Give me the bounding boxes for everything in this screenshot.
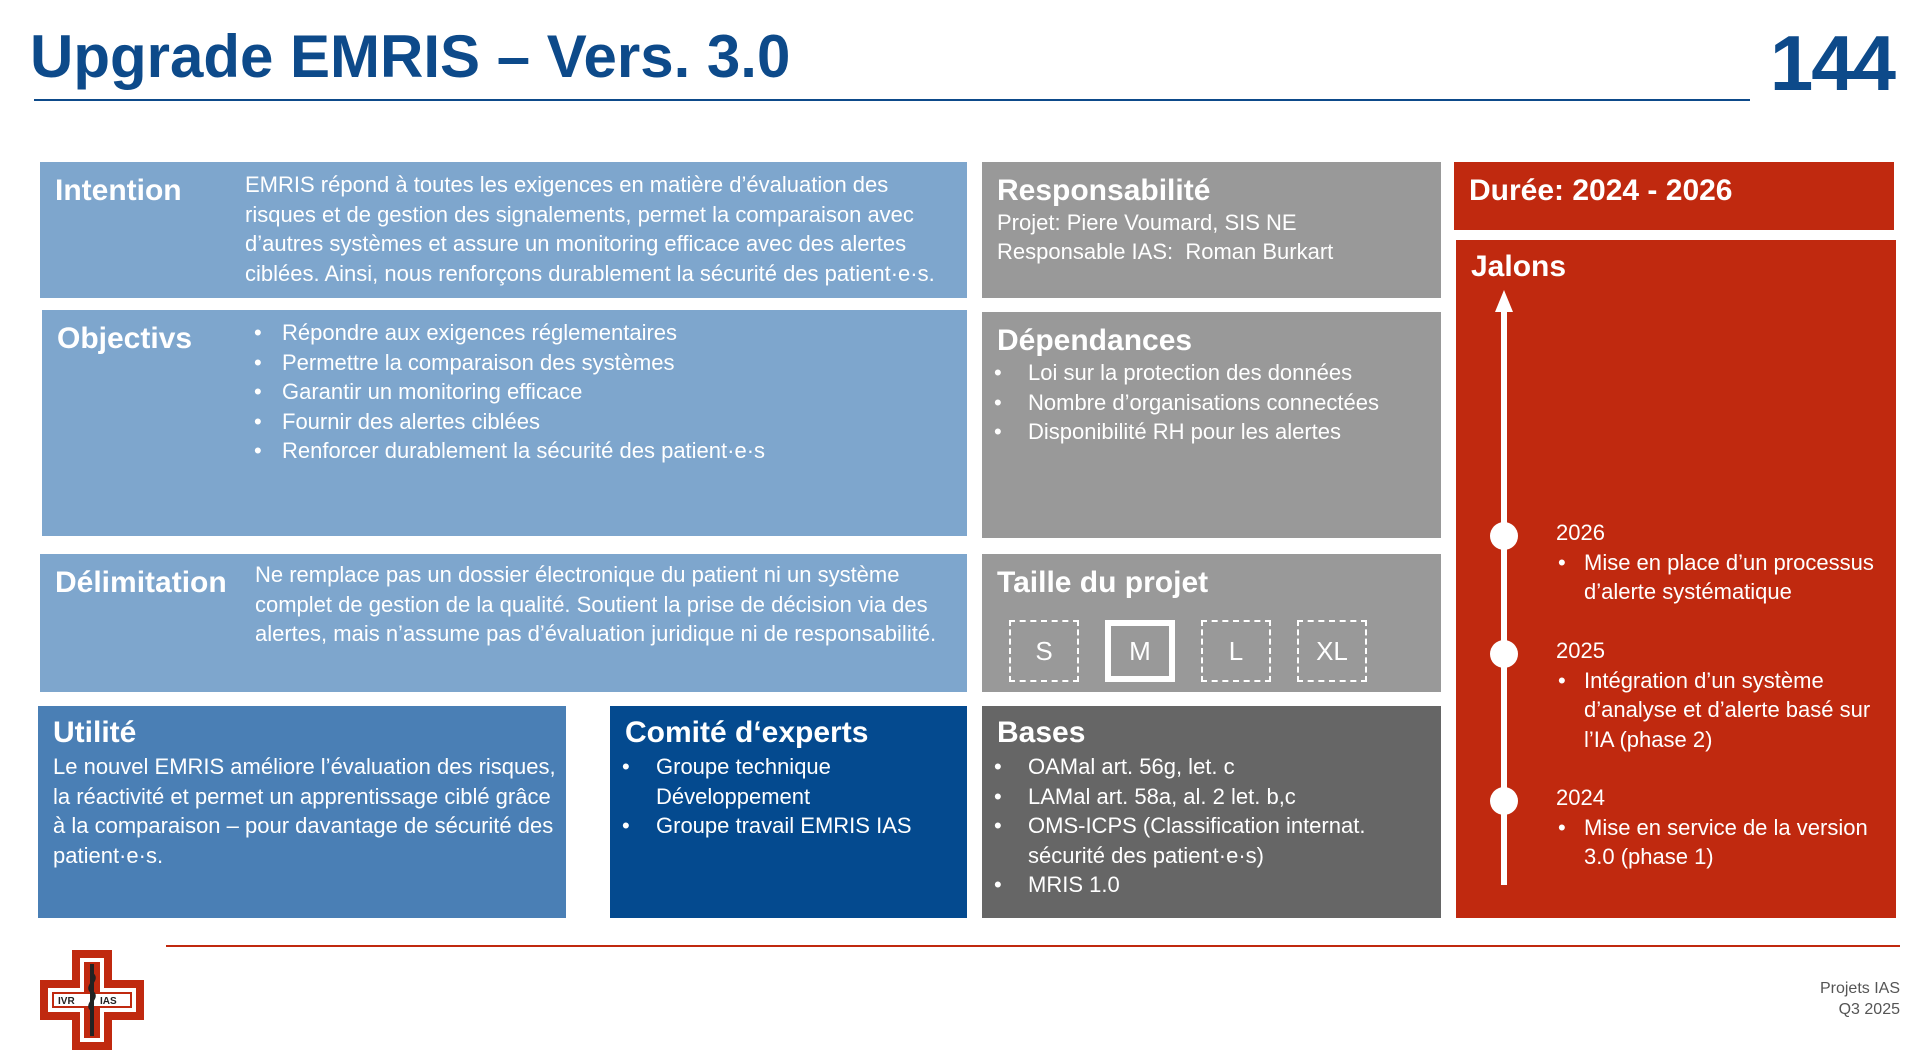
bases-panel	[982, 706, 1441, 918]
milestone-2026	[1556, 518, 1886, 607]
duration-panel	[1454, 162, 1894, 230]
delimitation-label: Délimitation	[55, 566, 227, 599]
experts-panel	[610, 706, 967, 918]
page-number: 144	[1769, 19, 1894, 107]
responsibility-label: Responsabilité	[997, 174, 1211, 207]
experts-label: Comité d‘experts	[625, 716, 869, 749]
ivr-ias-logo-icon	[36, 946, 148, 1054]
milestone-text: • Mise en service de la version 3.0 (phase 1)	[1556, 813, 1886, 872]
intention-panel	[40, 162, 967, 298]
intention-text: EMRIS répond à toutes les exigences en matière d’évaluation des risques et de gestion des signalements, permet la comparaison avec d’autres systèmes et assure un monitoring efficace avec des alertes ciblées. Ainsi, nous renforçons durablement la sécurité des patient·e·s.	[245, 172, 935, 286]
logo-text-left: IVR	[58, 996, 75, 1007]
experts-list	[610, 752, 955, 841]
project-size-label: Taille du projet	[997, 566, 1209, 599]
bases-label: Bases	[997, 716, 1086, 749]
responsibility-panel	[982, 162, 1441, 298]
duration-label: Durée: 2024 - 2026	[1469, 174, 1733, 207]
list-item: • OAMal art. 56g, let. c	[982, 752, 1422, 782]
footer-line-2: Q3 2025	[1838, 1001, 1900, 1018]
list-item: • OMS-ICPS (Classification internat. sécurité des patient·e·s)	[982, 811, 1368, 870]
milestones-panel	[1456, 240, 1896, 918]
bases-list	[982, 752, 1422, 900]
size-option-xl: XL	[1297, 620, 1367, 682]
list-item: • Loi sur la protection des données	[982, 358, 1432, 388]
dependencies-list	[982, 358, 1432, 447]
size-option-l: L	[1201, 620, 1271, 682]
footer-line-1: Projets IAS	[1819, 980, 1900, 997]
objectives-label: Objectivs	[57, 322, 193, 355]
list-item: • Groupe travail EMRIS IAS	[610, 811, 955, 841]
list-item: • MRIS 1.0	[982, 870, 1422, 900]
page-title: Upgrade EMRIS – Vers. 3.0	[30, 23, 791, 90]
milestone-year: 2024	[1556, 785, 1605, 810]
milestone-dot-2026	[1490, 522, 1518, 550]
footer-note	[1820, 978, 1900, 1020]
milestone-dot-2025	[1490, 640, 1518, 668]
project-size-panel	[982, 554, 1441, 692]
delimitation-text: Ne remplace pas un dossier électronique du patient ni un système complet de gestion de la qualité. Soutient la prise de décision via des alertes, mais n’assume pas d’évaluation juridique ni de responsabilité.	[255, 562, 937, 646]
list-item: • Nombre d’organisations connectées	[982, 388, 1432, 418]
size-option-m-selected: M	[1105, 620, 1175, 682]
milestone-year: 2025	[1556, 638, 1605, 663]
milestone-dot-2024	[1490, 787, 1518, 815]
title-divider	[34, 99, 1750, 101]
list-item: • Disponibilité RH pour les alertes	[982, 417, 1432, 447]
dependencies-label: Dépendances	[997, 324, 1193, 357]
objectives-list	[252, 318, 952, 466]
milestone-2024	[1556, 783, 1886, 872]
list-item: • Répondre aux exigences réglementaires	[252, 318, 952, 348]
logo-text-right: IAS	[100, 996, 117, 1007]
responsibility-line-project: Projet: Piere Voumard, SIS NE	[997, 210, 1297, 235]
size-option-s: S	[1009, 620, 1079, 682]
milestone-year: 2026	[1556, 520, 1605, 545]
milestone-text: • Mise en place d’un processus d’alerte systématique	[1556, 548, 1886, 607]
milestones-label: Jalons	[1471, 250, 1567, 283]
utility-panel	[38, 706, 566, 918]
dependencies-panel	[982, 312, 1441, 538]
list-item: • Renforcer durablement la sécurité des patient·e·s	[252, 436, 952, 466]
list-item: • Groupe technique Développement	[610, 752, 856, 811]
list-item: • Garantir un monitoring efficace	[252, 377, 952, 407]
list-item: • Fournir des alertes ciblées	[252, 407, 952, 437]
objectives-panel	[42, 310, 967, 536]
utility-text: Le nouvel EMRIS améliore l’évaluation des risques, la réactivité et permet un apprentissage ciblé grâce à la comparaison – pour davantage de sécurité des patient·e·s.	[53, 754, 556, 868]
list-item: • LAMal art. 58a, al. 2 let. b,c	[982, 782, 1422, 812]
milestone-text: • Intégration d’un système d’analyse et d’alerte basé sur l’IA (phase 2)	[1556, 666, 1886, 755]
delimitation-panel	[40, 554, 967, 692]
footer-divider	[166, 945, 1900, 947]
list-item: • Permettre la comparaison des systèmes	[252, 348, 952, 378]
milestone-2025	[1556, 636, 1886, 754]
intention-label: Intention	[55, 174, 182, 207]
utility-label: Utilité	[53, 716, 137, 749]
responsibility-line-ias: Responsable IAS: Roman Burkart	[997, 239, 1334, 264]
